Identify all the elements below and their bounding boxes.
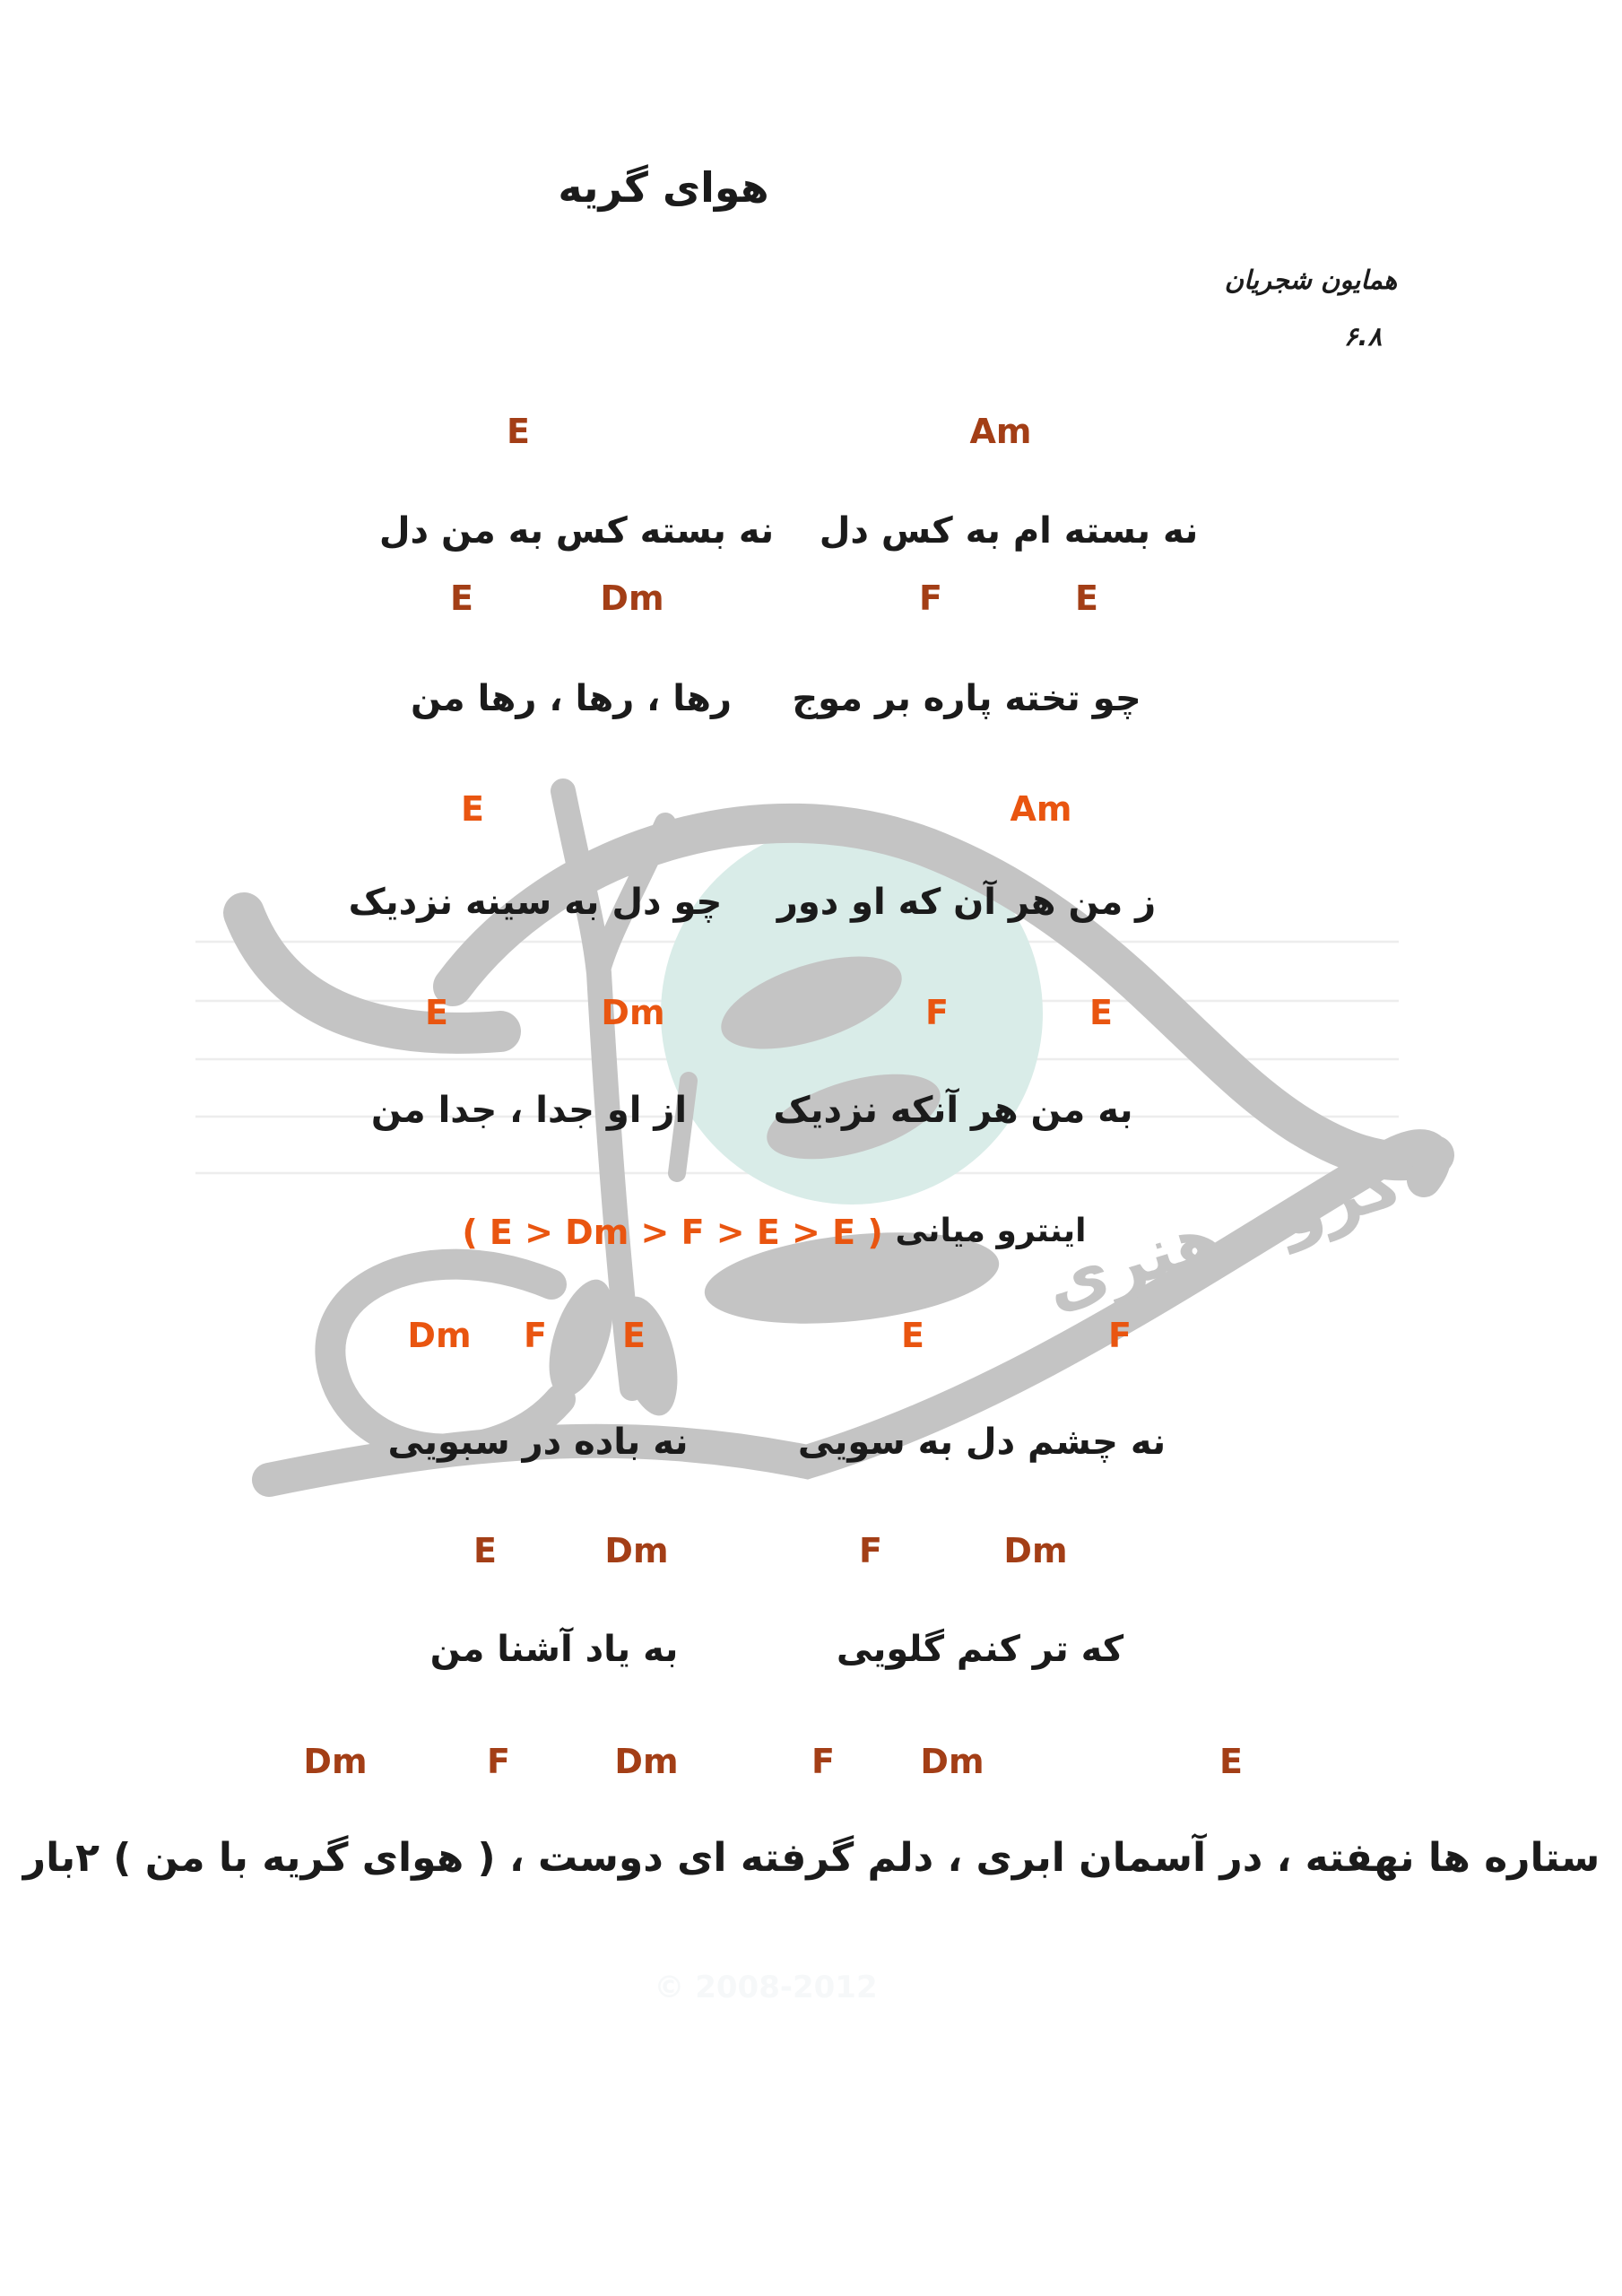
chord: E (1089, 993, 1113, 1032)
chord: Dm (920, 1742, 984, 1781)
chord: F (919, 578, 942, 618)
chord: F (859, 1531, 882, 1570)
chord: Dm (1003, 1531, 1068, 1570)
time-signature: ۶.۸ (1343, 321, 1383, 352)
artist-name: همایون شجریان (1224, 265, 1398, 295)
chord: E (425, 993, 448, 1032)
lyric-line: به من هر آنکه نزدیک (773, 1090, 1133, 1131)
chord: Dm (303, 1742, 368, 1781)
intro-label: اینترو میانی (895, 1213, 1087, 1249)
chord: F (524, 1316, 547, 1355)
chord: E (461, 789, 484, 829)
chord: E (507, 412, 530, 451)
chord: Am (969, 412, 1032, 451)
lyric-line: که تر کنم گلویی (836, 1629, 1124, 1670)
watermark-text: گروه هنری (1035, 1141, 1411, 1326)
chord: F (1108, 1316, 1132, 1355)
chord: E (622, 1316, 646, 1355)
chord: Dm (407, 1316, 472, 1355)
chord: E (901, 1316, 924, 1355)
chord: Dm (614, 1742, 679, 1781)
chord: E (1219, 1742, 1243, 1781)
copyright-watermark: © 2008-2012 (654, 1970, 878, 2005)
chord: E (1075, 578, 1098, 618)
lyric-line: نه چشم دل به سویی (797, 1422, 1167, 1463)
chord: F (487, 1742, 510, 1781)
chord: F (811, 1742, 835, 1781)
lyric-line: چو دل به سینه نزدیک (348, 882, 723, 923)
chord: F (925, 993, 949, 1032)
lyric-line: نه بسته کس به من دل (378, 510, 775, 552)
chord: Dm (600, 578, 664, 618)
lyric-line: چو تخته پاره بر موج (792, 678, 1141, 719)
intro-chord-sequence: ( E > Dm > F > E > E ) (462, 1213, 883, 1252)
chord: Dm (604, 1531, 669, 1570)
song-title: هوای گریه (558, 163, 769, 212)
chord: Dm (601, 993, 665, 1032)
lyric-line-final: ستاره ها نهفته ، در آسمان ابری ، دلم گرفته ای دوست ، ( هوای گریه با من ) ۲بار (22, 1835, 1600, 1881)
chord: E (450, 578, 473, 618)
lyric-line: از او جدا ، جدا من (370, 1090, 688, 1131)
lyric-line: به یاد آشنا من (429, 1629, 679, 1670)
chord: Am (1010, 789, 1072, 829)
lyric-line: نه باده در سبویی (387, 1422, 689, 1463)
lyric-line: رها ، رها ، رها من (410, 678, 733, 719)
lyric-line: ز من هر آن که او دور (776, 882, 1157, 923)
chord: E (473, 1531, 497, 1570)
lyric-line: نه بسته ام به کس دل (819, 510, 1199, 552)
